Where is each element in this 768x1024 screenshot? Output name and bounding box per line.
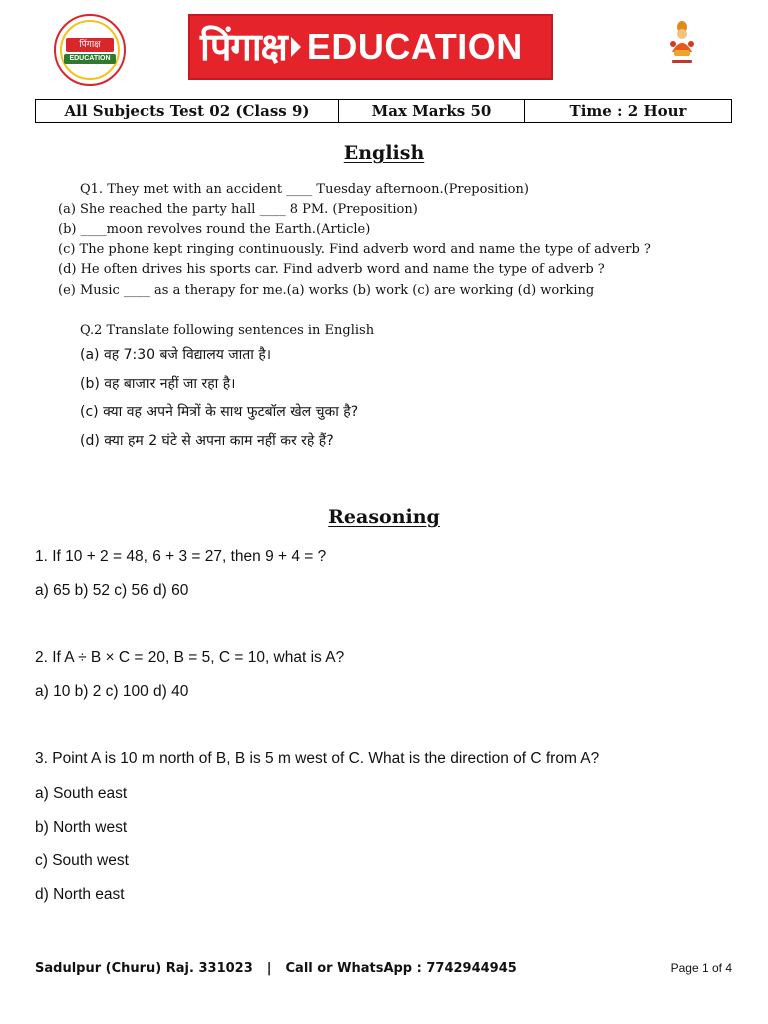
english-title: English — [343, 142, 425, 164]
question-1c: (c) The phone kept ringing continuously. Find adverb word and name the type of adverb ? — [58, 242, 651, 257]
test-title: All Subjects Test 02 (Class 9) — [36, 100, 339, 122]
page-number: Page 1 of 4 — [670, 961, 732, 975]
reasoning-q1: 1. If 10 + 2 = 48, 6 + 3 = 27, then 9 + 4 = ? — [35, 548, 327, 565]
section-heading-reasoning — [0, 506, 768, 528]
question-2d: (d) क्या हम 2 घंटे से अपना काम नहीं कर रहे हैं? — [80, 433, 334, 449]
reasoning-title: Reasoning — [328, 506, 440, 528]
banner-english-title: EDUCATION — [306, 26, 523, 67]
reasoning-q3: 3. Point A is 10 m north of B, B is 5 m west of C. What is the direction of C from A? — [35, 750, 600, 767]
section-heading-english — [0, 142, 768, 164]
question-2b: (b) वह बाजार नहीं जा रहा है। — [80, 376, 236, 392]
footer-phone: Call or WhatsApp : 7742944945 — [285, 961, 517, 976]
footer-separator: | — [266, 961, 272, 976]
brand-banner — [188, 14, 553, 80]
deity-emblem-icon — [664, 18, 700, 66]
banner-arrow-icon — [291, 37, 301, 57]
reasoning-q3-option-a: a) South east — [35, 785, 128, 802]
reasoning-q2: 2. If A ÷ B × C = 20, B = 5, C = 10, what is A? — [35, 649, 345, 666]
banner-hindi-title: पिंगाक्ष — [200, 25, 287, 69]
question-1a: (a) She reached the party hall ____ 8 PM. (Preposition) — [58, 202, 418, 217]
question-1e: (e) Music ____ as a therapy for me.(a) works (b) work (c) are working (d) working — [58, 283, 595, 298]
footer-address: Sadulpur (Churu) Raj. 331023 — [35, 961, 253, 976]
question-1-stem: Q1. They met with an accident ____ Tuesday afternoon.(Preposition) — [80, 182, 529, 197]
page-header — [0, 0, 768, 96]
reasoning-q3-option-c: c) South west — [35, 852, 129, 869]
reasoning-q3-option-d: d) North east — [35, 886, 125, 903]
question-2-stem: Q.2 Translate following sentences in English — [80, 323, 375, 338]
question-1d: (d) He often drives his sports car. Find adverb word and name the type of adverb ? — [58, 262, 605, 277]
logo-hindi-text: पिंगाक्ष — [66, 38, 114, 52]
logo-english-text: EDUCATION — [64, 54, 116, 64]
question-1b: (b) ____moon revolves round the Earth.(Article) — [58, 222, 371, 237]
brand-logo — [54, 14, 126, 86]
question-2c: (c) क्या वह अपने मित्रों के साथ फुटबॉल खेल चुका है? — [80, 404, 359, 420]
reasoning-q1-options: a) 65 b) 52 c) 56 d) 60 — [35, 582, 189, 599]
max-marks: Max Marks 50 — [339, 100, 525, 122]
test-info-table — [35, 99, 732, 123]
question-2a: (a) वह 7:30 बजे विद्यालय जाता है। — [80, 347, 272, 363]
reasoning-q3-option-b: b) North west — [35, 819, 128, 836]
test-duration: Time : 2 Hour — [569, 102, 687, 120]
reasoning-q2-options: a) 10 b) 2 c) 100 d) 40 — [35, 683, 189, 700]
footer-contact — [35, 961, 517, 976]
